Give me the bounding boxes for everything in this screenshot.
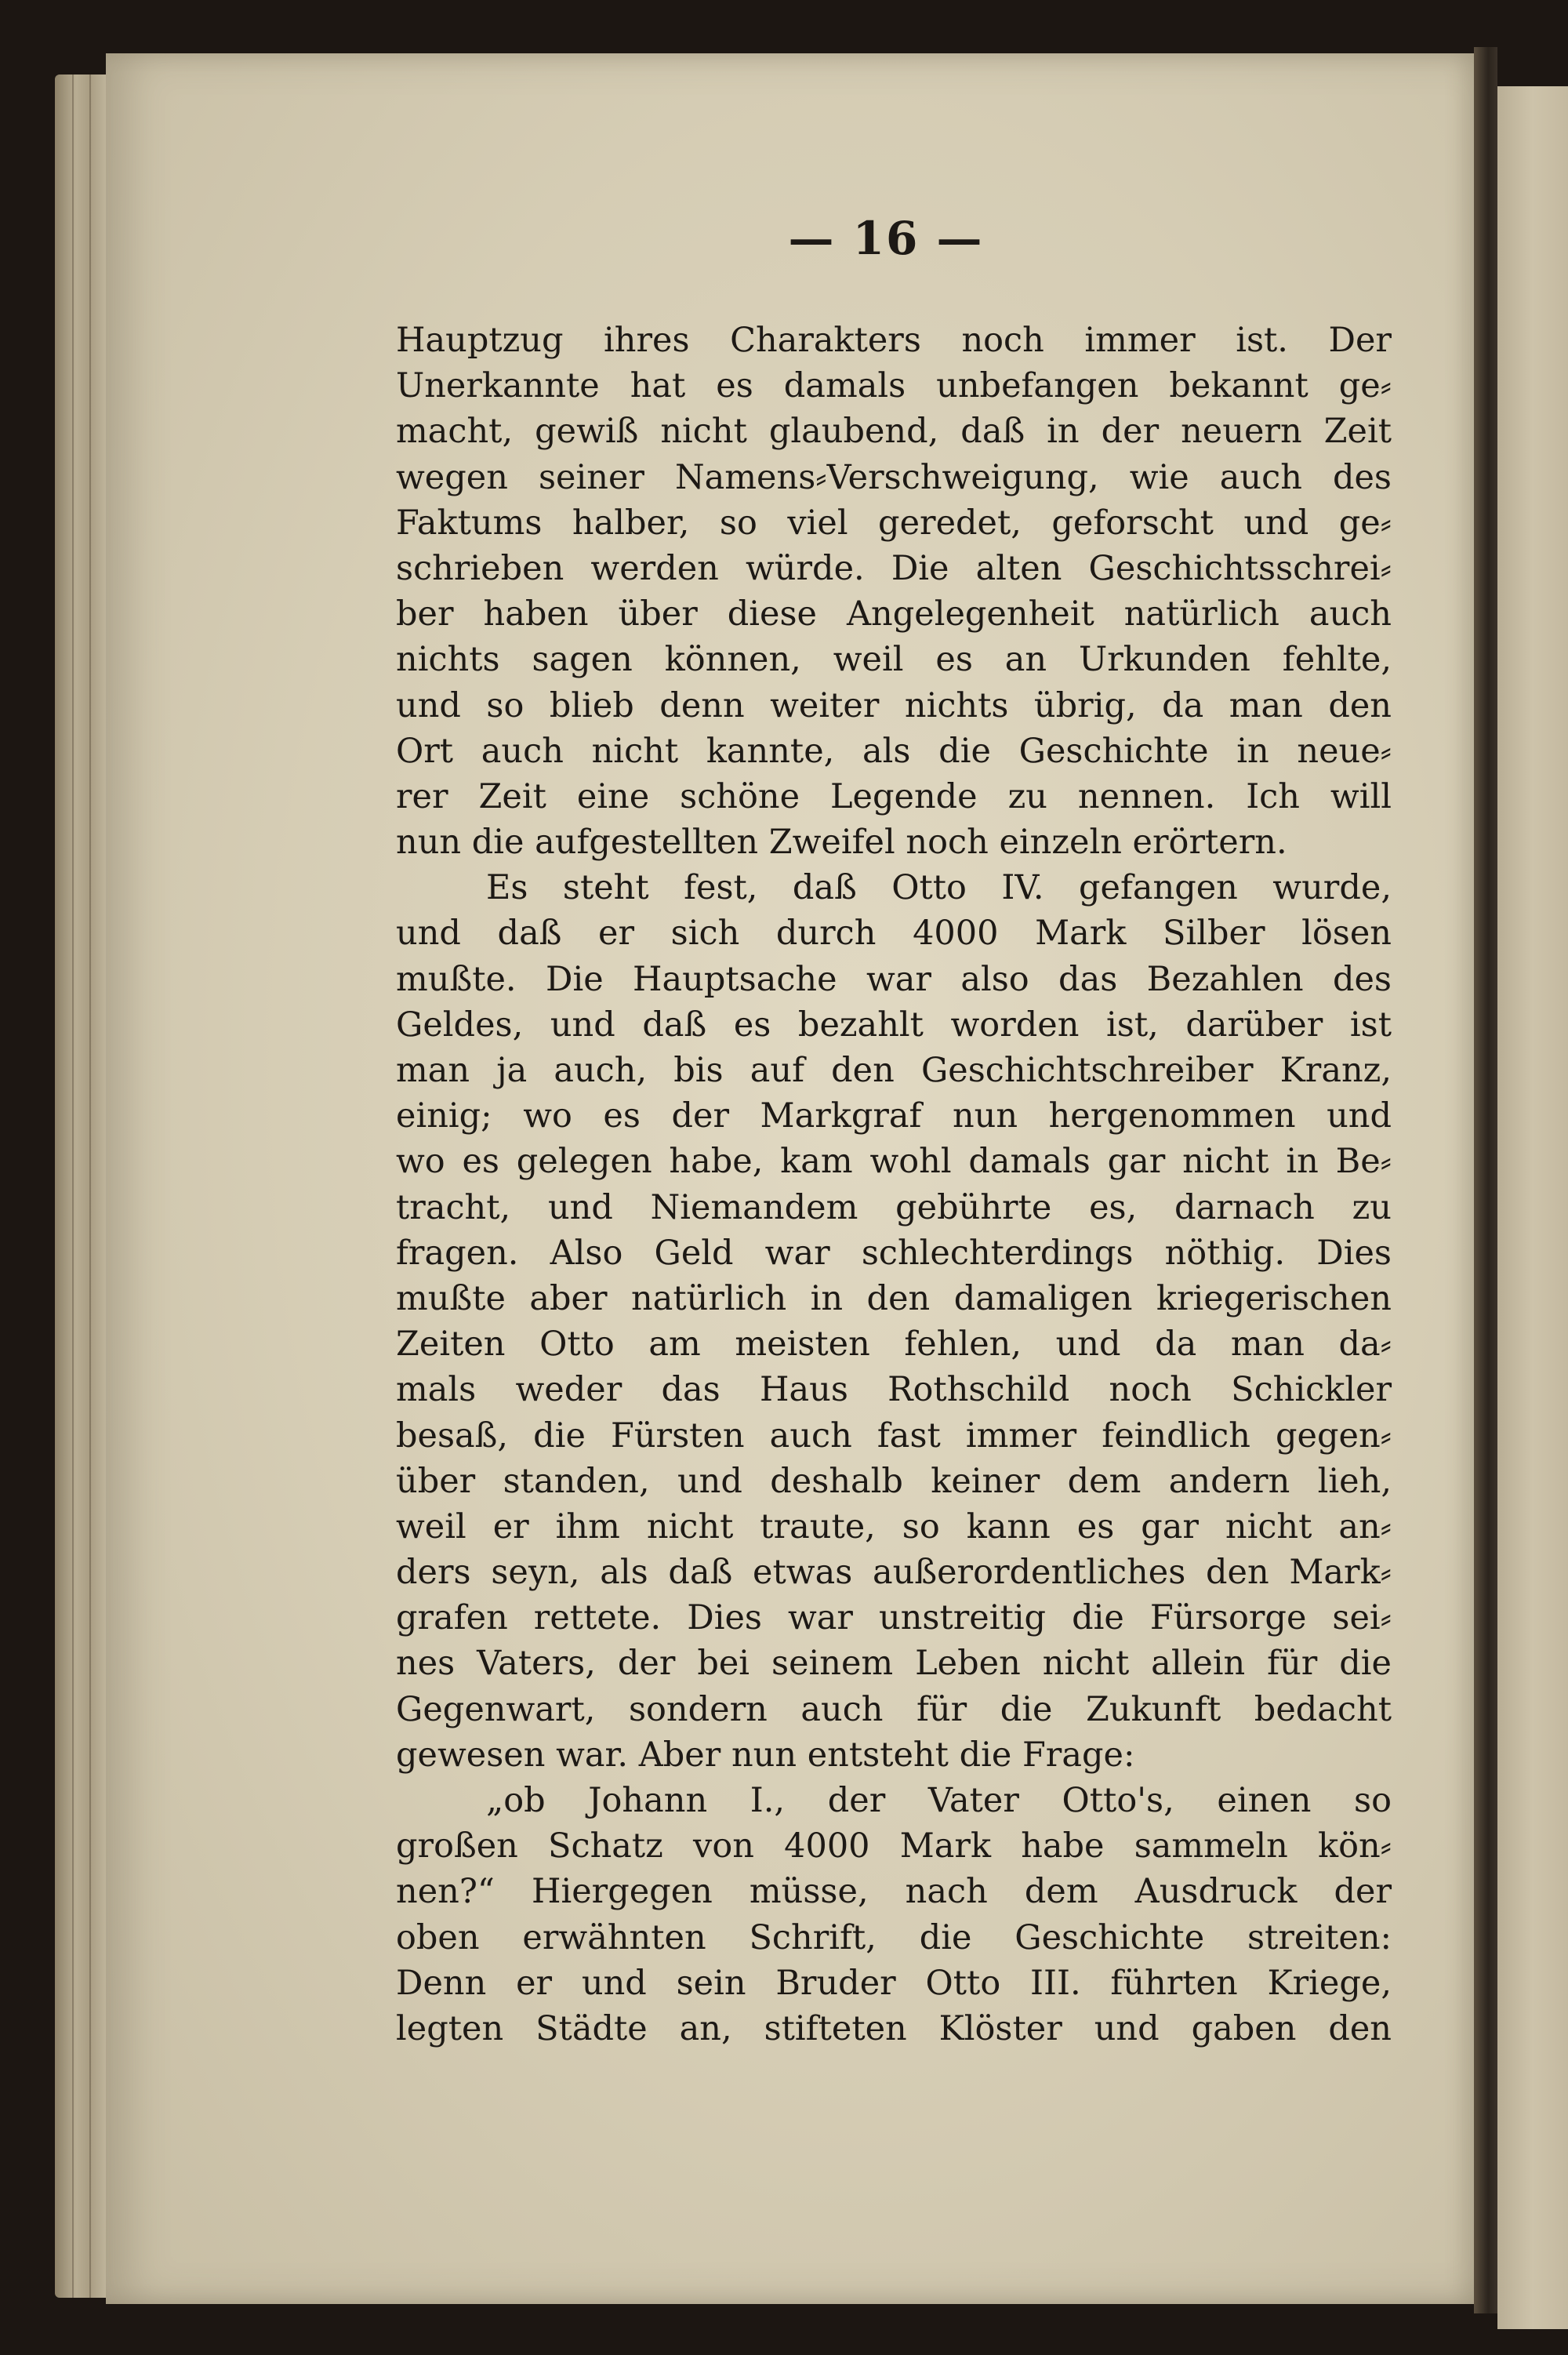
text-line: ber haben über diese Angelegenheit natürlich auch [396,594,1392,634]
text-line: Geldes, und daß es bezahlt worden ist, darüber ist [396,1005,1392,1045]
text-line: Faktums halber, so viel geredet, geforscht und ge⸗ [396,503,1392,543]
page-number: — 16 — [788,212,984,265]
text-line: nichts sagen können, weil es an Urkunden fehlte, [396,640,1392,680]
text-line: man ja auch, bis auf den Geschichtschreiber Kranz, [396,1051,1392,1090]
text-line: mals weder das Haus Rothschild noch Schickler [396,1370,1392,1410]
book-gutter [1474,47,1497,2313]
text-line: und so blieb denn weiter nichts übrig, da man den [396,685,1392,725]
text-line: rer Zeit eine schöne Legende zu nennen. Ich will [396,776,1392,816]
text-line: nun die aufgestellten Zweifel noch einzeln erörtern. [396,823,1287,863]
text-line: Ort auch nicht kannte, als die Geschichte in neue⸗ [396,731,1392,771]
text-line: über standen, und deshalb keiner dem andern lieh, [396,1461,1392,1501]
text-line: nes Vaters, der bei seinem Leben nicht allein für die [396,1644,1392,1684]
page-edge [72,75,74,2298]
text-line: schrieben werden würde. Die alten Geschichtsschrei⸗ [396,548,1392,588]
text-line: Denn er und sein Bruder Otto III. führten Kriege, [396,1963,1392,2003]
text-line: nen?“ Hiergegen müsse, nach dem Ausdruck der [396,1872,1392,1912]
text-line: Gegenwart, sondern auch für die Zukunft bedacht [396,1689,1392,1729]
text-line: oben erwähnten Schrift, die Geschichte streiten: [396,1917,1392,1957]
text-line: mußte. Die Hauptsache war also das Bezahlen des [396,959,1392,999]
text-line: mußte aber natürlich in den damaligen kriegerischen [396,1278,1392,1318]
text-line: legten Städte an, stifteten Klöster und gaben den [396,2008,1392,2048]
text-line: großen Schatz von 4000 Mark habe sammeln kön⸗ [396,1826,1392,1866]
text-line: einig; wo es der Markgraf nun hergenommen und [396,1096,1392,1136]
text-line: Es steht fest, daß Otto IV. gefangen wurde, [486,868,1392,908]
text-line: macht, gewiß nicht glaubend, daß in der neuern Zeit [396,412,1392,452]
text-line: Hauptzug ihres Charakters noch immer ist. Der [396,321,1392,360]
body-text [396,318,1392,2052]
text-line: wo es gelegen habe, kam wohl damals gar nicht in Be⸗ [396,1142,1392,1182]
text-line: gewesen war. Aber nun entsteht die Frage: [396,1735,1135,1775]
text-line: besaß, die Fürsten auch fast immer feindlich gegen⸗ [396,1416,1392,1456]
text-line: ders seyn, als daß etwas außerordentliches den Mark⸗ [396,1553,1392,1593]
text-line: fragen. Also Geld war schlechterdings nöthig. Dies [396,1233,1392,1273]
text-line: Unerkannte hat es damals unbefangen bekannt ge⸗ [396,366,1392,406]
facing-page-edge [1497,86,1568,2329]
text-line: wegen seiner Namens⸗Verschweigung, wie auch des [396,457,1392,497]
page-edge [89,75,91,2298]
text-line: tracht, und Niemandem gebührte es, darnach zu [396,1187,1392,1227]
text-line: und daß er sich durch 4000 Mark Silber lösen [396,914,1392,954]
text-line: „ob Johann I., der Vater Otto's, einen so [486,1781,1392,1820]
text-line: weil er ihm nicht traute, so kann es gar nicht an⸗ [396,1506,1392,1546]
text-line: Zeiten Otto am meisten fehlen, und da man da⸗ [396,1325,1392,1365]
text-line: grafen rettete. Dies war unstreitig die Fürsorge sei⸗ [396,1598,1392,1638]
